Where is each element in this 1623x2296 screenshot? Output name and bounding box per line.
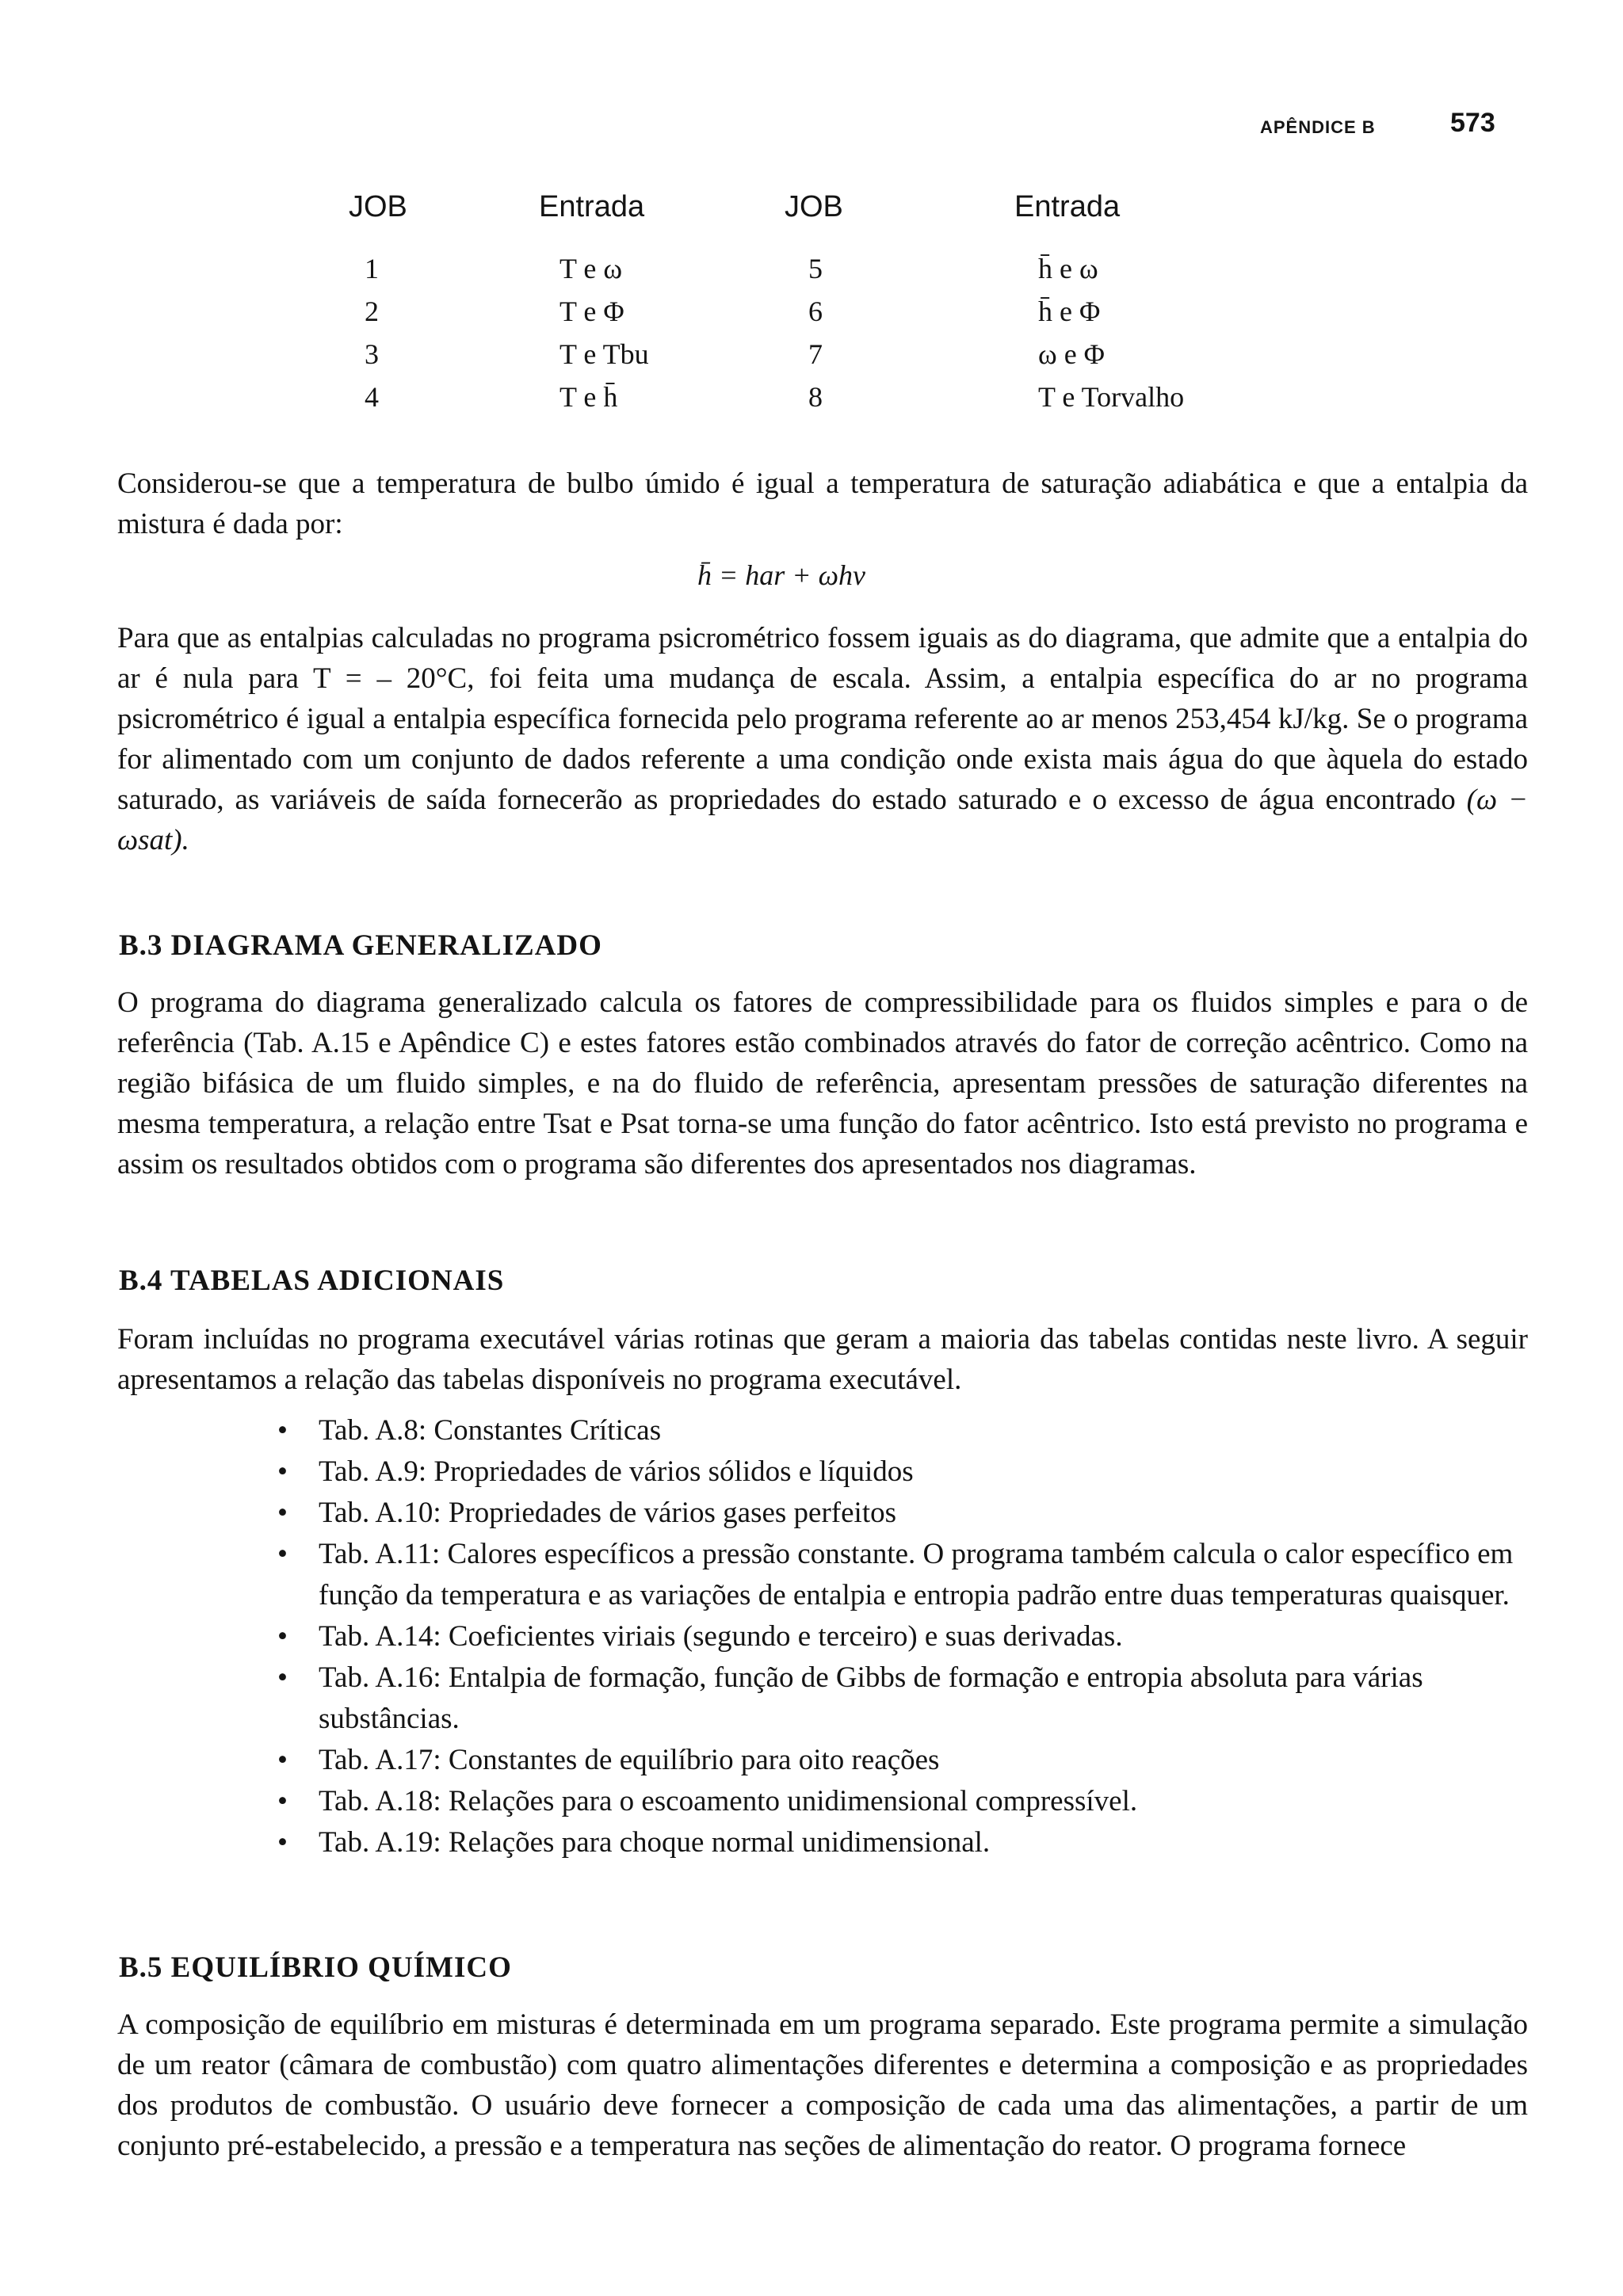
- table-cell: T e h̄: [559, 381, 618, 413]
- section-heading-b5: B.5 EQUILÍBRIO QUÍMICO: [119, 1951, 512, 1984]
- running-header-label: APÊNDICE B: [1260, 117, 1376, 137]
- bullet-icon: •: [277, 1414, 288, 1447]
- list-item: • Tab. A.10: Propriedades de vários gases perfeitos: [277, 1493, 1545, 1534]
- table-cell: h̄ e ω: [1038, 253, 1098, 284]
- table-cell: 1: [365, 253, 379, 284]
- col-header-job-left: JOB: [349, 190, 407, 223]
- psychrometric-text: Para que as entalpias calculadas no programa psicrométrico fossem iguais as do diagrama, que admite que a entalpia do ar é nula para T = – 20°C, foi feita uma mudança de escala. Assim, a entalpia específica do ar no programa psicrométrico é igual a entalpia específica fornecida pelo programa referente ao ar menos 253,454 kJ/kg. Se o programa for alimentado com um conjunto de dados referente a uma condição onde exista mais água do que àquela do estado saturado, as variáveis de saída fornecerão as propriedades do estado saturado e o excesso de água encontrado: [117, 622, 1528, 816]
- section-heading-b3: B.3 DIAGRAMA GENERALIZADO: [119, 929, 602, 962]
- section-heading-b4: B.4 TABELAS ADICIONAIS: [119, 1264, 505, 1297]
- table-cell: T e Φ: [559, 296, 624, 327]
- table-cell: 7: [808, 338, 823, 370]
- section-b3-paragraph: O programa do diagrama generalizado calcula os fatores de compressibilidade para os fluidos simples e para o de referência (Tab. A.15 e Apêndice C) e estes fatores estão combinados através do fator de correção acêntrico. Como na região bifásica de um fluido simples, e na do fluido de referência, apresentam pressões de saturação diferentes na mesma temperatura, a relação entre Tsat e Psat torna-se uma função do fator acêntrico. Isto está previsto no programa e assim os resultados obtidos com o programa são diferentes dos apresentados nos diagramas.: [117, 986, 1528, 1180]
- list-item: • Tab. A.16: Entalpia de formação, função de Gibbs de formação e entropia absoluta para várias substâncias.: [277, 1657, 1545, 1740]
- list-item: • Tab. A.17: Constantes de equilíbrio para oito reações: [277, 1740, 1545, 1781]
- table-cell: T e Tbu: [559, 338, 649, 370]
- bullet-icon: •: [277, 1785, 288, 1817]
- table-cell: 4: [365, 381, 379, 413]
- bullet-icon: •: [277, 1538, 288, 1570]
- bullet-icon: •: [277, 1497, 288, 1529]
- bullet-icon: •: [277, 1661, 288, 1694]
- table-cell: h̄ e Φ: [1038, 296, 1101, 327]
- list-item: • Tab. A.9: Propriedades de vários sólidos e líquidos: [277, 1451, 1545, 1493]
- job-input-table: [301, 190, 1252, 436]
- intro-paragraph: Considerou-se que a temperatura de bulbo úmido é igual a temperatura de saturação adiabática e que a entalpia da mistura é dada por:: [117, 467, 1528, 540]
- tables-list: [277, 1410, 1545, 1863]
- table-cell: 5: [808, 253, 823, 284]
- list-item: • Tab. A.14: Coeficientes viriais (segundo e terceiro) e suas derivadas.: [277, 1616, 1545, 1657]
- psychrometric-paragraph: [117, 618, 1528, 860]
- bullet-icon: •: [277, 1826, 288, 1859]
- table-cell: 6: [808, 296, 823, 327]
- bullet-icon: •: [277, 1620, 288, 1653]
- table-cell: T e Torvalho: [1038, 381, 1185, 413]
- list-item: • Tab. A.8: Constantes Críticas: [277, 1410, 1545, 1451]
- bullet-icon: •: [277, 1455, 288, 1488]
- list-item: • Tab. A.18: Relações para o escoamento unidimensional compressível.: [277, 1781, 1545, 1822]
- table-cell: 2: [365, 296, 379, 327]
- table-cell: 8: [808, 381, 823, 413]
- section-b4-paragraph: Foram incluídas no programa executável várias rotinas que geram a maioria das tabelas contidas neste livro. A seguir apresentamos a relação das tabelas disponíveis no programa executável.: [117, 1323, 1528, 1396]
- col-header-input-left: Entrada: [539, 190, 645, 223]
- col-header-job-right: JOB: [785, 190, 843, 223]
- bullet-icon: •: [277, 1744, 288, 1776]
- table-cell: T e ω: [559, 253, 623, 284]
- list-item: • Tab. A.11: Calores específicos a pressão constante. O programa também calcula o calor específico em função da temperatura e as variações de entalpia e entropia padrão entre duas temperaturas quaisquer.: [277, 1534, 1545, 1616]
- table-cell: 3: [365, 338, 379, 370]
- table-cell: ω e Φ: [1038, 338, 1105, 370]
- section-b5-paragraph: A composição de equilíbrio em misturas é determinada em um programa separado. Este programa permite a simulação de um reator (câmara de combustão) com quatro alimentações diferentes e determina a composição e as propriedades dos produtos de combustão. O usuário deve fornecer a composição de cada uma das alimentações, a partir de um conjunto pré-estabelecido, a pressão e a temperatura nas seções de alimentação do reator. O programa fornece: [117, 2008, 1528, 2162]
- running-header: [1260, 108, 1529, 139]
- excess-water-expression: (ω − ωsat).: [117, 784, 1529, 856]
- enthalpy-formula: h̄ = har + ωhv: [697, 559, 865, 591]
- col-header-input-right: Entrada: [1014, 190, 1121, 223]
- page-number: 573: [1450, 108, 1495, 138]
- list-item: • Tab. A.19: Relações para choque normal unidimensional.: [277, 1822, 1545, 1863]
